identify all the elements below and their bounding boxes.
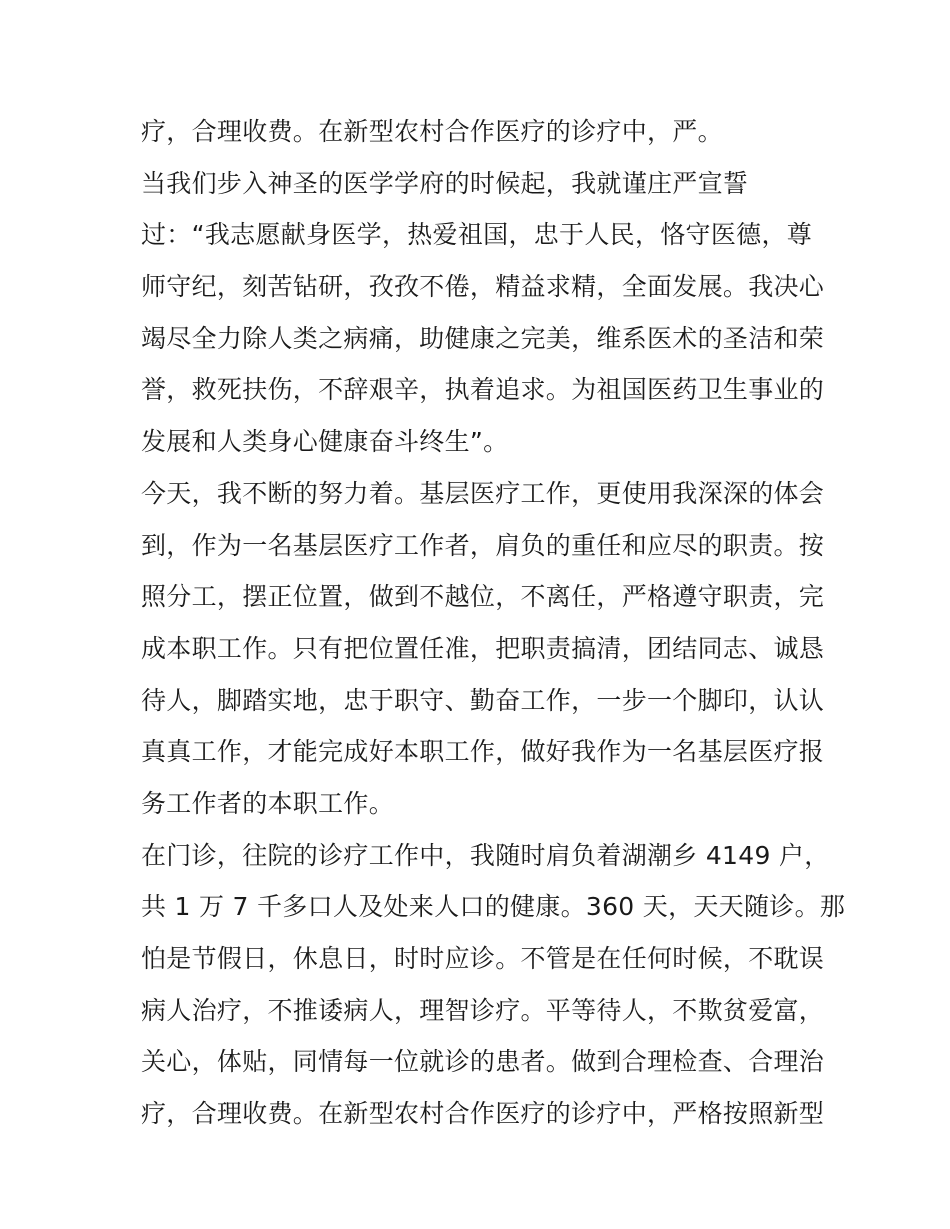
text-line-15: 在门诊，往院的诊疗工作中，我随时肩负着湖潮乡 4149 户，: [141, 840, 830, 870]
text-line-3: 过：“我志愿献身医学，热爱祖国，忠于人民，恪守医德，尊: [141, 220, 813, 250]
text-line-2: 当我们步入神圣的医学学府的时候起，我就谨庄严宣誓: [141, 168, 749, 198]
text-line-10: 照分工，摆正位置，做到不越位，不离任，严格遵守职责，完: [141, 582, 825, 612]
text-line-11: 成本职工作。只有把位置任准，把职责搞清，团结同志、诚恳: [141, 633, 825, 663]
text-line-4: 师守纪，刻苦钻研，孜孜不倦，精益求精，全面发展。我决心: [141, 272, 825, 302]
text-line-19: 关心，体贴，同情每一位就诊的患者。做到合理检查、合理治: [141, 1047, 825, 1077]
text-line-20: 疗，合理收费。在新型农村合作医疗的诊疗中，严格按照新型: [141, 1099, 825, 1129]
text-line-6: 誉，救死扶伤，不辞艰辛，执着追求。为祖国医药卫生事业的: [141, 375, 825, 405]
text-line-17: 怕是节假日，休息日，时时应诊。不管是在任何时候，不耽误: [141, 944, 825, 973]
text-line-18: 病人治疗，不推诿病人，理智诊疗。平等待人，不欺贫爱富，: [141, 995, 825, 1025]
text-line-9: 到，作为一名基层医疗工作者，肩负的重任和应尽的职责。按: [141, 530, 825, 560]
text-line-13: 真真工作，才能完成好本职工作，做好我作为一名基层医疗报: [141, 737, 825, 767]
text-line-16: 共 1 万 7 千多口人及处来人口的健康。360 天，天天随诊。那: [141, 892, 846, 922]
text-line-14: 务工作者的本职工作。: [141, 788, 395, 818]
text-line-8: 今天，我不断的努力着。基层医疗工作，更使用我深深的体会: [141, 478, 825, 508]
text-line-7: 发展和人类身心健康奋斗终生”。: [141, 427, 509, 457]
text-line-12: 待人，脚踏实地，忠于职守、勤奋工作，一步一个脚印，认认: [141, 685, 825, 715]
text-line-1: 疗，合理收费。在新型农村合作医疗的诊疗中，严。: [141, 117, 723, 146]
document-body: [141, 106, 846, 1140]
text-line-5: 竭尽全力除人类之病痛，助健康之完美，维系医术的圣洁和荣: [141, 323, 825, 353]
